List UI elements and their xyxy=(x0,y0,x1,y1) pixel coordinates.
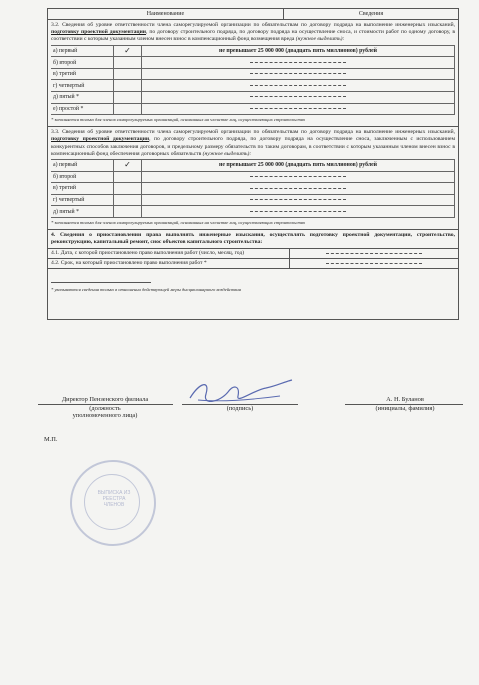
level-row xyxy=(51,183,455,195)
dash-line xyxy=(250,199,346,200)
level-value xyxy=(142,183,455,195)
italic-hint: (нужное выделить): xyxy=(295,36,345,43)
level-value xyxy=(142,159,455,171)
level-row xyxy=(51,91,455,103)
signer-name: А. Н. Буланов xyxy=(386,396,424,403)
seal-place: М.П. xyxy=(44,436,58,443)
section-4-1-label: 4.1. Дата, с которой приостановлено право выполнения работ (число, месяц, год) xyxy=(48,249,290,258)
level-row xyxy=(51,194,455,206)
check-mark-icon xyxy=(114,80,142,92)
dash-line xyxy=(250,108,346,109)
level-row xyxy=(51,68,455,80)
level-value xyxy=(142,57,455,69)
dash-line xyxy=(250,85,346,86)
level-label: е) простой * xyxy=(51,103,114,115)
dash-line xyxy=(250,211,346,212)
level-label: а) первый xyxy=(51,159,114,171)
level-row xyxy=(51,159,455,171)
level-row xyxy=(51,57,455,69)
position-title: Директор Пензенского филиала xyxy=(61,396,149,403)
level-row xyxy=(51,45,455,57)
note-3-3: * заполняется только для членов саморегулируемых организаций, основанных на членстве лиц, осуществляющих строительство xyxy=(51,219,306,225)
level-table-3-2 xyxy=(51,45,455,116)
dash-line xyxy=(250,73,346,74)
level-value xyxy=(142,80,455,92)
dash-line xyxy=(250,96,346,97)
section-4-2-value xyxy=(290,259,458,268)
level-row xyxy=(51,206,455,218)
level-label: г) четвертый xyxy=(51,80,114,92)
info-table xyxy=(47,8,459,320)
section-4-2 xyxy=(48,259,458,269)
level-label: б) второй xyxy=(51,57,114,69)
section-3-3 xyxy=(48,127,458,230)
text-part: 3.2. Сведения об уровне ответственности члена саморегулируемой организации по обязательствам по договору подряда на выполнение инженерных изысканий, xyxy=(51,22,455,28)
text-part: , по договору строительного подряда, по договору подряда на осуществление сноса, заключенным с использованием конкурентных способов заключения договоров, и предельному размеру обязательств по таким договорам, в соответствии с которым указанным членом внесен взнос в компенсационный фонд обеспечения договорных обязательств xyxy=(51,136,455,157)
underlined-text: подготовку проектной документации xyxy=(51,136,150,143)
level-value xyxy=(142,171,455,183)
check-mark-icon xyxy=(114,68,142,80)
section-4-1 xyxy=(48,249,458,259)
dash-line xyxy=(250,62,346,63)
check-mark-icon xyxy=(114,57,142,69)
check-mark-icon xyxy=(114,194,142,206)
section-3-2-text xyxy=(51,22,455,44)
section-3-3-text xyxy=(51,129,455,158)
level-label: а) первый xyxy=(51,45,114,57)
level-value xyxy=(142,194,455,206)
dash-line xyxy=(326,263,422,264)
level-label: д) пятый * xyxy=(51,91,114,103)
check-mark-icon xyxy=(114,103,142,115)
dash-line xyxy=(250,176,346,177)
dash-line xyxy=(326,253,422,254)
section-4-footnote-area xyxy=(48,269,458,319)
level-value-text: не превышает 25 000 000 (двадцать пять миллионов) рублей xyxy=(219,162,377,169)
section-4-title: 4. Сведения о приостановлении права выполнять инженерные изыскания, осуществлять подготовку проектной документации, строительство, реконструкцию, капитальный ремонт, снос объектов капитального строительства: xyxy=(48,230,458,249)
name-caption: (инициалы, фамилия) xyxy=(375,405,435,412)
level-label: в) третий xyxy=(51,183,114,195)
dash-line xyxy=(250,188,346,189)
header-name: Наименование xyxy=(48,9,284,19)
section-4-2-label: 4.2. Срок, на который приостановлено право выполнения работ * xyxy=(48,259,290,268)
level-value xyxy=(142,206,455,218)
check-mark-icon xyxy=(114,206,142,218)
note-3-2: * заполняется только для членов саморегулируемых организаций, основанных на членстве лиц, осуществляющих строительство xyxy=(51,117,306,123)
stamp-text: ВЫПИСКА ИЗ РЕЕСТРА ЧЛЕНОВ xyxy=(97,490,131,508)
level-row xyxy=(51,80,455,92)
text-part: , по договору строительного подряда, по договору подряда на осуществление сноса, и стоимости работ по одному договору, в соответствии с которым указанным членом внесен взнос в компенсационный фонд возмещения вреда xyxy=(51,29,455,43)
level-value xyxy=(142,91,455,103)
position-caption-1: (должность xyxy=(89,405,121,412)
level-row xyxy=(51,171,455,183)
check-mark-icon xyxy=(114,91,142,103)
check-mark-icon xyxy=(114,171,142,183)
level-value xyxy=(142,103,455,115)
section-4-footnote: * указываются сведения только в отношении действующей меры дисциплинарного воздействия xyxy=(51,287,241,293)
section-3-2 xyxy=(48,20,458,127)
check-mark-icon: ✓ xyxy=(114,159,142,171)
header-info: Сведения xyxy=(358,11,384,17)
level-row xyxy=(51,103,455,115)
position-caption-2: уполномоченного лица) xyxy=(72,412,138,419)
level-value xyxy=(142,45,455,57)
table-header xyxy=(48,9,458,20)
check-mark-icon xyxy=(114,183,142,195)
check-mark-icon: ✓ xyxy=(114,45,142,57)
underlined-text: подготовку проектной документации xyxy=(51,29,147,36)
section-4-1-value xyxy=(290,249,458,258)
organization-stamp xyxy=(70,460,156,546)
level-label: г) четвертый xyxy=(51,194,114,206)
level-label: д) пятый * xyxy=(51,206,114,218)
text-part: 3.3. Сведения об уровне ответственности члена саморегулируемой организации по обязательствам по договору подряда на выполнение инженерных изысканий, xyxy=(51,129,455,136)
level-label: в) третий xyxy=(51,68,114,80)
level-value xyxy=(142,68,455,80)
level-value-text: не превышает 25 000 000 (двадцать пять миллионов) рублей xyxy=(219,47,377,54)
signature-caption: (подпись) xyxy=(226,405,254,412)
footnote-rule xyxy=(51,282,151,283)
italic-hint: (нужное выделить): xyxy=(202,150,252,157)
level-table-3-3 xyxy=(51,159,455,218)
level-label: б) второй xyxy=(51,171,114,183)
